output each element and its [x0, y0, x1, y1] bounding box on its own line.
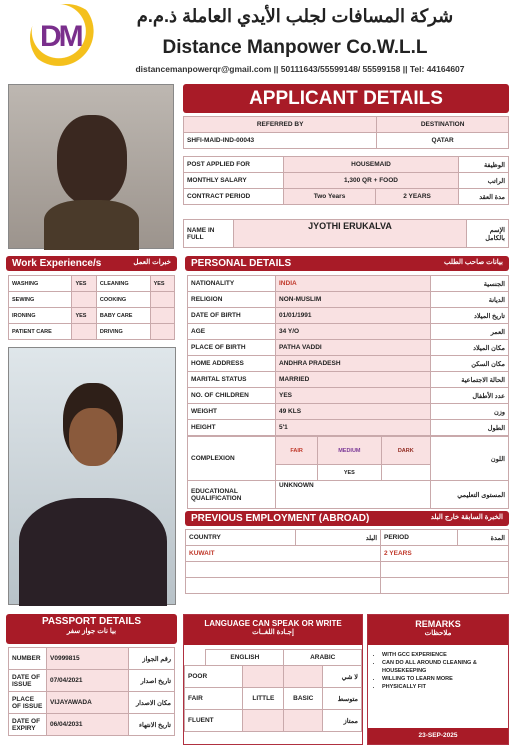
work-row [9, 324, 175, 340]
work-skill-label: DRIVING [96, 324, 150, 340]
personal-field-value: 01/01/1991 [276, 308, 431, 324]
passport-title-ar: بيا نات جواز سفر [66, 628, 117, 635]
contract-value-a: Two Years [284, 189, 376, 205]
poor-label: POOR [185, 666, 243, 688]
personal-details-header [185, 256, 509, 271]
english-label: ENGLISH [206, 650, 284, 666]
destination-label: DESTINATION [377, 117, 509, 133]
personal-field-value: ANDHRA PRADESH [276, 356, 431, 372]
passport-field-label: NUMBER [9, 648, 47, 670]
personal-field-value: INDIA [276, 276, 431, 292]
personal-field-ar: الحالة الاجتماعية [431, 372, 509, 388]
applicant-details-table [183, 116, 509, 149]
period-value: 2 YEARS [381, 546, 509, 562]
fair-label: FAIR [185, 688, 243, 710]
personal-field-label: DATE OF BIRTH [188, 308, 276, 324]
personal-row [188, 420, 509, 436]
personal-row [188, 276, 509, 292]
personal-field-ar: الجنسية [431, 276, 509, 292]
country-value: KUWAIT [186, 546, 381, 562]
passport-title: PASSPORT DETAILS [41, 616, 142, 627]
personal-field-value: 34 Y/O [276, 324, 431, 340]
work-experience-table [8, 275, 175, 340]
work-row [9, 308, 175, 324]
personal-row [188, 324, 509, 340]
language-panel [183, 614, 363, 745]
language-title: LANGUAGE CAN SPEAK OR WRITE [204, 619, 342, 628]
personal-field-ar: الديانة [431, 292, 509, 308]
personal-field-label: AGE [188, 324, 276, 340]
work-skill-label: COOKING [96, 292, 150, 308]
work-row [9, 276, 175, 292]
complexion-dark: DARK [381, 437, 430, 465]
remark-item: • PHYSICALLY FIT [382, 683, 504, 691]
remarks-panel [367, 614, 509, 745]
work-experience-header [6, 256, 177, 271]
personal-field-label: HEIGHT [188, 420, 276, 436]
personal-field-label: HOME ADDRESS [188, 356, 276, 372]
basic-label: BASIC [284, 688, 323, 710]
personal-field-value: YES [276, 388, 431, 404]
applicant-full-photo [8, 347, 176, 605]
education-ar: المستوى التعليمي [431, 481, 509, 509]
personal-field-label: PLACE OF BIRTH [188, 340, 276, 356]
passport-field-value: V0999815 [47, 648, 129, 670]
destination-value: QATAR [377, 133, 509, 149]
work-skill-value: YES [72, 308, 96, 324]
period-ar: المدة [457, 530, 508, 546]
work-skill-value [150, 324, 174, 340]
work-skill-value: YES [150, 276, 174, 292]
post-value: HOUSEMAID [284, 157, 459, 173]
applicant-details-title: APPLICANT DETAILS [183, 84, 509, 113]
employment-title: PREVIOUS EMPLOYMENT (ABROAD) [191, 513, 370, 524]
passport-field-ar: مكان الاصدار [129, 692, 175, 714]
passport-field-label: DATE OF EXPIRY [9, 714, 47, 736]
work-skill-label: IRONING [9, 308, 72, 324]
name-table [183, 219, 509, 248]
personal-field-label: MARITAL STATUS [188, 372, 276, 388]
salary-value: 1,300 QR + FOOD [284, 173, 459, 189]
company-name-english: Distance Manpower Co.W.L.L [162, 37, 428, 58]
passport-row [9, 648, 175, 670]
personal-field-ar: العمر [431, 324, 509, 340]
personal-row [188, 356, 509, 372]
applicant-headshot [8, 84, 174, 249]
complexion-ar: اللون [431, 437, 509, 481]
work-experience-title-ar: خبرات العمل [133, 259, 171, 266]
remarks-list [368, 645, 508, 691]
salary-label: MONTHLY SALARY [184, 173, 284, 189]
complexion-table [187, 436, 509, 509]
name-label: NAME IN FULL [184, 220, 234, 248]
fluent-ar: ممتاز [323, 710, 362, 732]
work-skill-label: BABY CARE [96, 308, 150, 324]
personal-field-ar: تاريخ الميلاد [431, 308, 509, 324]
passport-row [9, 714, 175, 736]
fluent-label: FLUENT [185, 710, 243, 732]
company-logo [30, 4, 102, 72]
work-skill-label: WASHING [9, 276, 72, 292]
complexion-fair: FAIR [276, 437, 318, 465]
personal-field-ar: عدد الأطفال [431, 388, 509, 404]
employment-title-ar: الخبرة السابقة خارج البلد [430, 514, 503, 521]
passport-field-value: 06/04/2031 [47, 714, 129, 736]
personal-row [188, 388, 509, 404]
education-value: UNKNOWN [276, 481, 431, 509]
country-ar: البلد [296, 530, 381, 546]
work-skill-value [150, 292, 174, 308]
personal-field-value: NON-MUSLIM [276, 292, 431, 308]
country-label: COUNTRY [186, 530, 296, 546]
name-ar: الإسم بالكامل [467, 220, 509, 248]
logo-letters: DM [40, 20, 81, 53]
passport-field-ar: رقم الجواز [129, 648, 175, 670]
referred-by-label: REFERRED BY [184, 117, 377, 133]
work-skill-label: SEWING [9, 292, 72, 308]
passport-field-ar: تاريخ اصدار [129, 670, 175, 692]
applicant-name: JYOTHI ERUKALVA [234, 220, 467, 248]
work-skill-label: PATIENT CARE [9, 324, 72, 340]
personal-field-label: NATIONALITY [188, 276, 276, 292]
personal-field-ar: وزن [431, 404, 509, 420]
passport-field-value: VIJAYAWADA [47, 692, 129, 714]
personal-field-value: MARRIED [276, 372, 431, 388]
remarks-title-ar: ملاحظات [424, 630, 452, 637]
personal-field-label: RELIGION [188, 292, 276, 308]
remarks-header [368, 615, 508, 645]
arabic-label: ARABIC [284, 650, 362, 666]
post-table [183, 156, 509, 205]
personal-field-value: 49 KLS [276, 404, 431, 420]
work-skill-value [150, 308, 174, 324]
remarks-title: REMARKS [415, 619, 461, 629]
personal-field-label: WEIGHT [188, 404, 276, 420]
work-experience-title: Work Experience/s [12, 258, 102, 269]
passport-row [9, 670, 175, 692]
contract-value-b: 2 YEARS [376, 189, 459, 205]
employment-table [185, 529, 509, 594]
work-skill-value: YES [72, 276, 96, 292]
personal-details-title: PERSONAL DETAILS [191, 258, 292, 269]
education-label: EDUCATIONAL QUALIFICATION [188, 481, 276, 509]
language-header [184, 615, 362, 645]
passport-row [9, 692, 175, 714]
remark-item: • WITH GCC EXPERIENCE [382, 651, 504, 659]
poor-ar: لا شي [323, 666, 362, 688]
language-table [184, 649, 362, 732]
passport-field-label: PLACE OF ISSUE [9, 692, 47, 714]
post-label: POST APPLIED FOR [184, 157, 284, 173]
post-ar: الوظيفة [459, 157, 509, 173]
passport-header [6, 614, 177, 644]
personal-details-title-ar: بيانات صاحب الطلب [443, 259, 503, 266]
personal-field-label: NO. OF CHILDREN [188, 388, 276, 404]
passport-field-ar: تاريخ الانتهاء [129, 714, 175, 736]
personal-row [188, 308, 509, 324]
complexion-medium: MEDIUM [318, 437, 381, 465]
complexion-label: COMPLEXION [188, 437, 276, 481]
salary-ar: الراتب [459, 173, 509, 189]
personal-field-value: 5'1 [276, 420, 431, 436]
remark-item: • CAN DO ALL AROUND CLEANING & HOUSEKEEPING [382, 659, 504, 675]
ref-code: SHFI-MAID-IND-00043 [184, 133, 377, 149]
contract-ar: مدة العقد [459, 189, 509, 205]
work-skill-value [72, 324, 96, 340]
personal-row [188, 292, 509, 308]
company-contact: distancemanpowerqr@gmail.com || 50111643/55599148/ 55599158 || Tel: 44164607 [135, 64, 465, 74]
little-label: LITTLE [243, 688, 284, 710]
language-title-ar: إجـادة اللغــات [252, 629, 294, 636]
fair-ar: متوسط [323, 688, 362, 710]
work-row [9, 292, 175, 308]
passport-field-value: 07/04/2021 [47, 670, 129, 692]
passport-table [8, 647, 175, 736]
remarks-date: 23-SEP-2025 [368, 728, 508, 744]
personal-field-value: PATHA VADDI [276, 340, 431, 356]
personal-field-ar: مكان السكن [431, 356, 509, 372]
company-name-arabic: شركة المسافات لجلب الأيدي العاملة ذ.م.م [136, 6, 454, 26]
remark-item: • WILLING TO LEARN MORE [382, 675, 504, 683]
personal-row [188, 340, 509, 356]
contract-label: CONTRACT PERIOD [184, 189, 284, 205]
employment-header [185, 511, 509, 526]
personal-field-ar: الطول [431, 420, 509, 436]
passport-field-label: DATE OF ISSUE [9, 670, 47, 692]
personal-details-table [187, 275, 509, 436]
personal-field-ar: مكان الميلاد [431, 340, 509, 356]
work-skill-label: CLEANING [96, 276, 150, 292]
work-skill-value [72, 292, 96, 308]
period-label: PERIOD [381, 530, 458, 546]
complexion-value: YES [318, 465, 381, 481]
personal-row [188, 404, 509, 420]
personal-row [188, 372, 509, 388]
